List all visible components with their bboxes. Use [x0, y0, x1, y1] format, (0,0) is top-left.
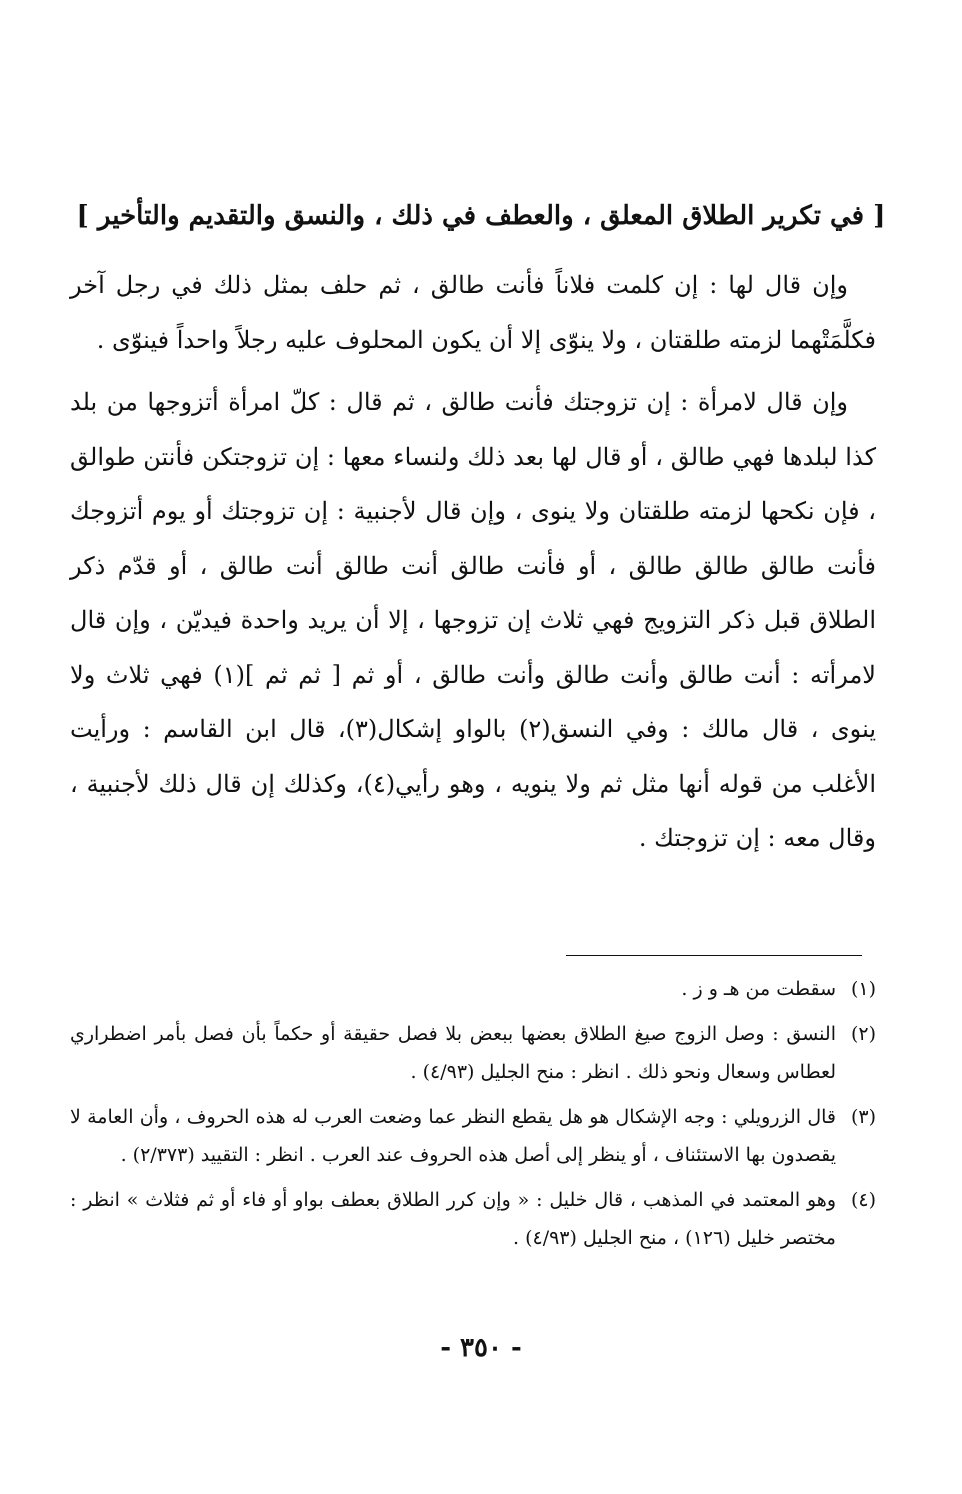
main-text: [70, 258, 876, 866]
footnote-number: (٣): [850, 1105, 876, 1128]
paragraph-1: وإن قال لها : إن كلمت فلاناً فأنت طالق ، ثم حلف بمثل ذلك في رجل آخر فكلَّمَتْهما لزمته طلقتان ، ولا ينوّى إلا أن يكون المحلوف عليه رجلاً واحداً فينوّى .: [70, 271, 876, 354]
footnote-2: [70, 1015, 876, 1092]
footnote-3: [70, 1098, 876, 1175]
footnote-number: (٤): [850, 1188, 876, 1211]
footnote-1: [70, 970, 876, 1009]
footnote-text: وهو المعتمد في المذهب ، قال خليل : « وإن كرر الطلاق بعطف بواو أو فاء أو ثم فثلاث » انظر : مختصر خليل (١٢٦) ، منح الجليل (٤/٩٣) .: [70, 1188, 836, 1249]
section-heading: [ في تكرير الطلاق المعلق ، والعطف في ذلك ، والنسق والتقديم والتأخير ]: [76, 201, 886, 231]
footnote-text: سقطت من هـ و ز .: [681, 978, 836, 1000]
footnote-text: قال الزرويلي : وجه الإشكال هو هل يقطع النظر عما وضعت العرب له هذه الحروف ، وأن العامة لا يقصدون بها الاستئناف ، أو ينظر إلى أصل هذه الحروف عند العرب . انظر : التقييد (٢/٣٧٣) .: [70, 1105, 836, 1166]
page-number: - ٣٥٠ -: [440, 1333, 522, 1363]
footnote-separator: [566, 955, 862, 956]
footnote-text: النسق : وصل الزوج صيغ الطلاق بعضها ببعض بلا فصل حقيقة أو حكماً بأن فصل بأمر اضطراري لعطاس وسعال ونحو ذلك . انظر : منح الجليل (٤/٩٣) .: [70, 1022, 836, 1083]
footnote-number: (١): [850, 978, 876, 1000]
paragraph-2: وإن قال لامرأة : إن تزوجتك فأنت طالق ، ثم قال : كلّ امرأة أتزوجها من بلد كذا لبلدها فهي طالق ، أو قال لها بعد ذلك ولنساء معها : إن تزوجتكن فأنتن طوالق ، فإن نكحها لزمته طلقتان ولا ينوى ، وإن قال لأجنبية : إن تزوجتك أو يوم أتزوجك فأنت طالق طالق طالق ، أو فأنت طالق أنت طالق أنت طالق ، أو قدّم ذكر الطلاق قبل ذكر التزويج فهي ثلاث إن تزوجها ، إلا أن يريد واحدة فيديّن ، وإن قال لامرأته : أنت طالق وأنت طالق وأنت طالق ، أو ثم [ ثم ثم ](١) فهي ثلاث ولا ينوى ، قال مالك : وفي النسق(٢) بالواو إشكال(٣)، قال ابن القاسم : ورأيت الأغلب من قوله أنها مثل ثم ولا ينويه ، وهو رأيي(٤)، وكذلك إن قال ذلك لأجنبية ، وقال معه : إن تزوجتك .: [70, 388, 877, 852]
footnotes: [70, 970, 876, 1264]
footnote-4: [70, 1181, 876, 1258]
footnote-number: (٢): [850, 1022, 876, 1045]
